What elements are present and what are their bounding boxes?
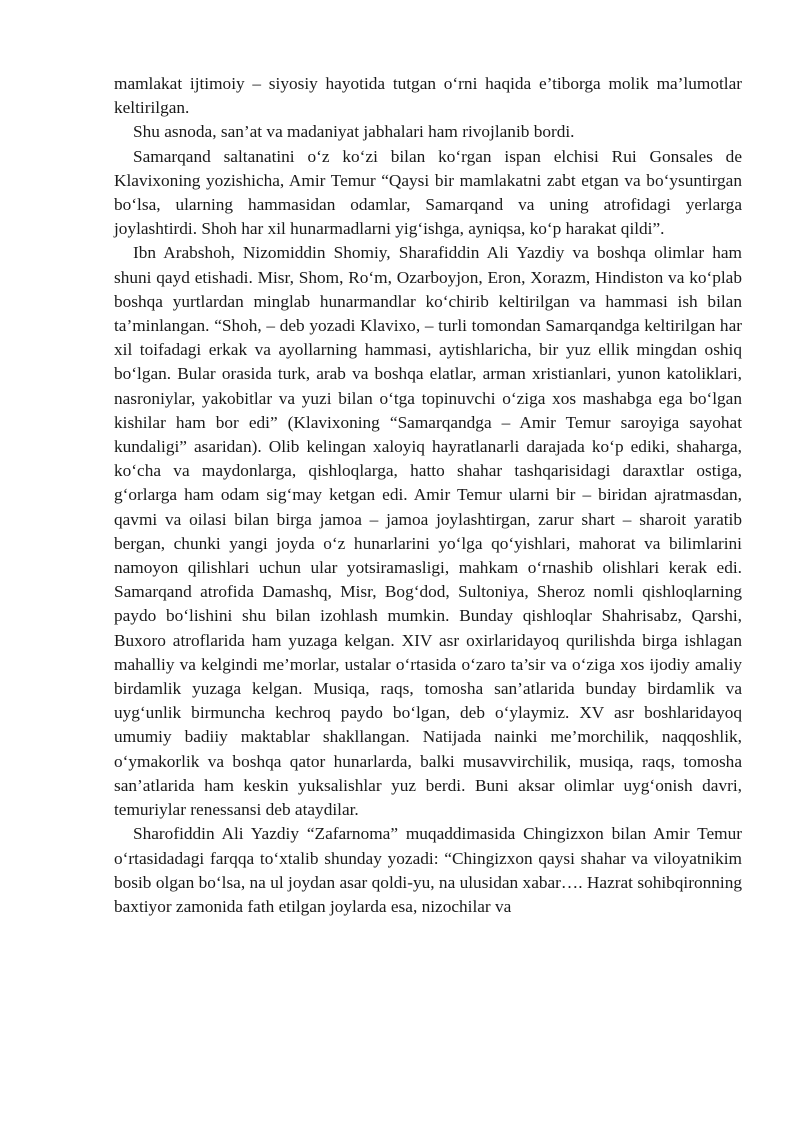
paragraph-craftsmen: Ibn Arabshoh, Nizomiddin Shomiy, Sharafiddin Ali Yazdiy va boshqa olimlar ham shuni qayd etishadi. Misr, Shom, Ro‘m, Ozarboyjon, Eron, Xorazm, Hindiston va ko‘plab boshqa yurtlardan minglab hunarmandlar ko‘chirib keltirilgan va hammasi ish bilan ta’minlangan. “Shoh, – deb yozadi Klavixo, – turli tomondan Samarqandga keltirilgan har xil toifadagi erkak va ayollarning hammasi, aytishlaricha, bir yuz ellik mingdan oshiq bo‘lgan. Bular orasida turk, arab va boshqa elatlar, arman xristianlari, yunon katoliklari, nasroniylar, yakobitlar va yuzi bilan o‘tga topinuvchi o‘ziga xos mashabga ega bo‘lgan kishilar ham bor edi” (Klavixoning “Samarqandga – Amir Temur saroyiga sayohat kundaligi” asaridan). Olib kelingan xaloyiq hayratlanarli darajada ko‘p ediki, shaharga, ko‘cha va maydonlarga, qishloqlarga, hatto shahar tashqarisidagi daraxtlar ostiga, g‘orlarga ham odam sig‘may ketgan edi. Amir Temur ularni bir – biridan ajratmasdan, qavmi va oilasi bilan birga jamoa – jamoa joylashtirgan, zarur shart – sharoit yaratib bergan, chunki yangi joyda o‘z hunarlarini yo‘lga qo‘yishlari, mahorat va bilimlarini namoyon qilishlari uchun ular yotsiramasligi, mahkam o‘rnashib olishlari kerak edi. Samarqand atrofida Damashq, Misr, Bog‘dod, Sultoniya, Sheroz nomli qishloqlarning paydo bo‘lishini shu bilan izohlash mumkin. Bunday qishloqlar Shahrisabz, Qarshi, Buxoro atroflarida ham yuzaga kelgan. XIV asr oxirlaridayoq qurilishda birga ishlagan mahalliy va kelgindi me’morlar, ustalar o‘rtasida o‘zaro ta’sir va o‘ziga xos ijodiy amaliy birdamlik yuzaga kelgan. Musiqa, raqs, tomosha san’atlarida bunday birdamlik va uyg‘unlik birmuncha kechroq paydo bo‘lgan, deb o‘ylaymiz. XV asr boshlaridayoq umumiy badiiy maktablar shakllangan. Natijada nainki me’morchilik, naqqoshlik, o‘ymakorlik va boshqa qator hunarlarda, balki musavvirchilik, musiqa, raqs, tomosha san’atlarida ham keskin yuksalishlar yuz berdi. Buni aksar olimlar uyg‘onish davri, temuriylar renessansi deb ataydilar. bbox=[114, 243, 742, 820]
document-page bbox=[114, 72, 742, 919]
paragraph-continuation: mamlakat ijtimoiy – siyosiy hayotida tutgan o‘rni haqida e’tiborga molik ma’lumotlar keltirilgan. bbox=[114, 74, 742, 118]
paragraph-zafarnoma: Sharofiddin Ali Yazdiy “Zafarnoma” muqaddimasida Chingizxon bilan Amir Temur o‘rtasidadagi farqqa to‘xtalib shunday yozadi: “Chingizxon qaysi shahar va viloyatnikim bosib olgan bo‘lsa, na ul joydan asar qoldi-yu, na ulusidan xabar…. Hazrat sohibqironning baxtiyor zamonida fath etilgan joylarda esa, nizochilar va bbox=[114, 824, 742, 916]
paragraph-art-culture: Shu asnoda, san’at va madaniyat jabhalari ham rivojlanib bordi. bbox=[133, 122, 575, 142]
paragraph-klavixo: Samarqand saltanatini o‘z ko‘zi bilan ko‘rgan ispan elchisi Rui Gonsales de Klavixoning yozishicha, Amir Temur “Qaysi bir mamlakatni zabt etgan va bo‘ysuntirgan bo‘lsa, ularning hammasidan odamlar, Samarqand va uning atrofidagi yerlarga joylashtirdi. Shoh har xil hunarmadlarni yig‘ishga, ayniqsa, ko‘p harakat qildi”. bbox=[114, 146, 742, 239]
